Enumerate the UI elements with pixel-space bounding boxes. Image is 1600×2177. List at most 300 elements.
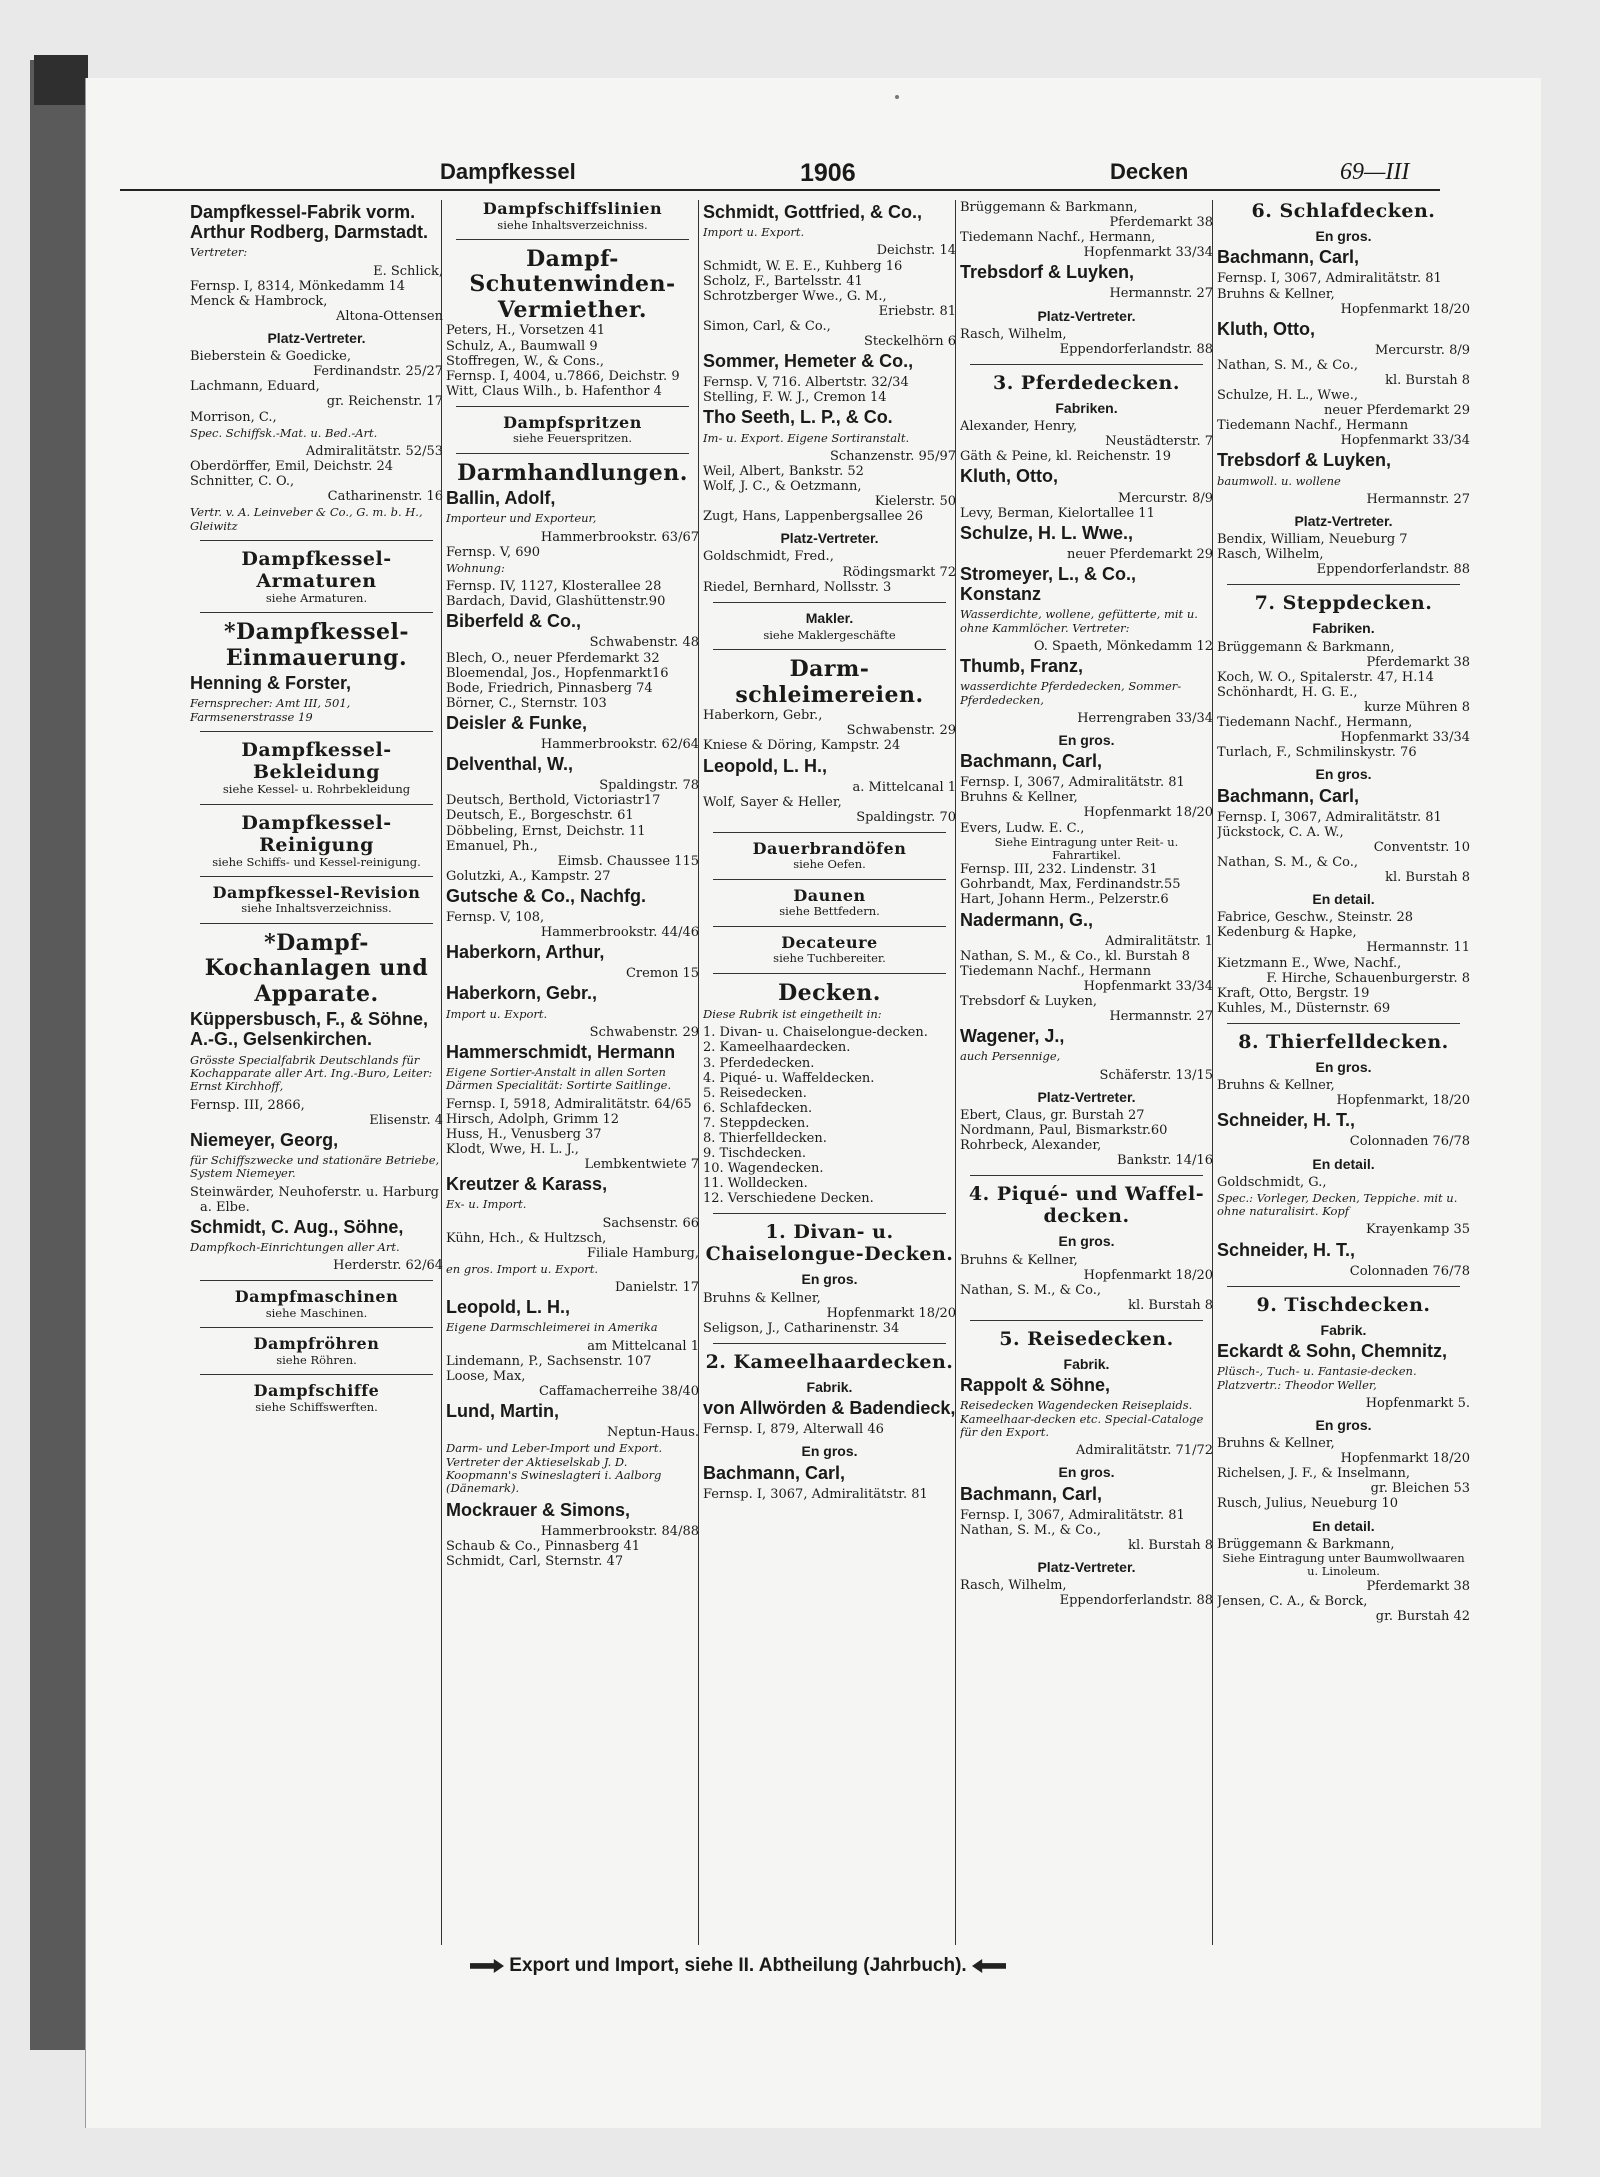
directory-entry: Brüggemann & Barkmann, <box>1217 1536 1395 1552</box>
firm-name: Lund, Martin, <box>446 1401 559 1422</box>
category-heading: Dampfkessel-Bekleidung <box>241 739 392 784</box>
note-text: auch Persennige, <box>960 1049 1061 1064</box>
firm-name: Schulze, H. L. Wwe., <box>960 522 1134 543</box>
address-line: Ferdinandstr. 25/27 <box>313 364 443 380</box>
category-heading: Dampfmaschinen <box>234 1287 399 1307</box>
directory-entry: Deutsch, Berthold, Victoriastr17 <box>446 793 661 809</box>
directory-entry: Witt, Claus Wilh., b. Hafenthor 4 <box>446 383 662 399</box>
note-text: Plüsch-, Tuch- u. Fantasie-decken. Platzvertr.: Theodor Weller, <box>1217 1364 1417 1392</box>
firm-name: Henning & Forster, <box>190 673 352 694</box>
firm-name: Schmidt, Gottfried, & Co., <box>703 202 922 222</box>
directory-entry: Haberkorn, Gebr., <box>703 708 823 724</box>
firm-name: Küppersbusch, F., & Söhne, A.-G., Gelsenkirchen. <box>190 1009 429 1050</box>
address-line: Hermannstr. 11 <box>1366 940 1470 956</box>
directory-entry: Fernsp. I, 3067, Admiralitätstr. 81 <box>1217 809 1442 825</box>
firm-name: Hammerschmidt, Hermann <box>446 1041 676 1062</box>
directory-entry: Huss, H., Venusberg 37 <box>446 1126 602 1142</box>
directory-column-5 <box>1217 200 1470 1940</box>
directory-entry: Fernsp. III, 232. Lindenstr. 31 <box>960 862 1158 878</box>
address-line: Hammerbrookstr. 84/88 <box>540 1523 699 1539</box>
book-binding <box>30 60 88 2050</box>
directory-entry: Trebsdorf & Luyken, <box>960 993 1098 1009</box>
directory-entry: Rasch, Wilhelm, <box>960 326 1067 342</box>
firm-name: Leopold, L. H., <box>446 1297 570 1318</box>
address-line: Hopfenmarkt 33/34 <box>1083 978 1213 994</box>
reference-note: siehe Röhren. <box>276 1352 357 1367</box>
subsection-heading: Platz-Vertreter. <box>1037 1088 1136 1105</box>
subsection-heading: Platz-Vertreter. <box>267 329 366 346</box>
address-line: kurze Mühren 8 <box>1364 699 1470 715</box>
directory-entry: Koch, W. O., Spitalerstr. 47, H.14 <box>1217 669 1434 685</box>
firm-name: Bachmann, Carl, <box>703 1462 846 1483</box>
directory-entry: Peters, H., Vorsetzen 41 <box>446 323 606 339</box>
category-heading: Dampfröhren <box>253 1334 380 1354</box>
directory-entry: Goldschmidt, G., <box>1217 1174 1327 1190</box>
subsection-heading: Platz-Vertreter. <box>1037 1558 1136 1575</box>
firm-name: Delventhal, W., <box>446 754 574 775</box>
directory-entry: Fernsp. V, 108, <box>446 909 545 925</box>
directory-entry: Schrotzberger Wwe., G. M., <box>703 288 887 304</box>
directory-entry: Fernsp. I, 879, Alterwall 46 <box>703 1422 884 1438</box>
directory-entry: Bendix, William, Neueburg 7 <box>1217 532 1408 548</box>
reference-note: siehe Oefen. <box>793 857 866 872</box>
note-text: Wohnung: <box>446 560 505 575</box>
directory-entry: Fernsp. V, 716. Albertstr. 32/34 <box>703 375 909 391</box>
directory-entry: Fernsp. I, 4004, u.7866, Deichstr. 9 <box>446 368 680 384</box>
directory-entry: Nathan, S. M., & Co., <box>960 1522 1102 1538</box>
address-line: Mercurstr. 8/9 <box>1375 342 1470 358</box>
reference-note: Siehe Eintragung unter Reit- u. Fahrartikel. <box>994 834 1179 862</box>
section-rule <box>200 804 433 805</box>
note-text: Vertreter: <box>190 245 248 260</box>
directory-entry: Kietzmann E., Wwe, Nachf., <box>1217 955 1402 971</box>
address-line: F. Hirche, Schauenburgerstr. 8 <box>1266 970 1470 986</box>
category-heading: Daunen <box>793 885 866 905</box>
directory-entry: Jensen, C. A., & Borck, <box>1217 1593 1368 1609</box>
address-line: gr. Bleichen 53 <box>1370 1481 1470 1497</box>
category-heading: Dampfkessel-Revision <box>212 882 421 902</box>
directory-entry: Schnitter, C. O., <box>190 474 295 490</box>
directory-entry: Rohrbeck, Alexander, <box>960 1138 1102 1154</box>
category-heading: 4. Piqué- und Waffel-decken. <box>968 1183 1205 1228</box>
directory-entry: Wolf, J. C., & Oetzmann, <box>703 478 862 494</box>
directory-entry: Tiedemann Nachf., Hermann <box>1217 418 1409 434</box>
reference-note: siehe Inhaltsverzeichniss. <box>497 217 648 232</box>
directory-entry: 2. Kameelhaardecken. <box>703 1040 851 1056</box>
header-right-keyword: Decken <box>1110 159 1189 184</box>
directory-entry: Fernsp. I, 3067, Admiralitätstr. 81 <box>960 1507 1185 1523</box>
section-rule <box>200 540 433 541</box>
address-line: Hermannstr. 27 <box>1109 1009 1213 1025</box>
section-rule <box>970 364 1203 365</box>
note-text: Spec. Schiffsk.-Mat. u. Bed.-Art. <box>190 425 378 440</box>
address-line: Eimsb. Chaussee 115 <box>557 853 699 869</box>
directory-entry: Fernsp. I, 3067, Admiralitätstr. 81 <box>1217 271 1442 287</box>
address-line: Deichstr. 14 <box>876 243 956 259</box>
note-text: Eigene Darmschleimerei in Amerika <box>446 1320 658 1335</box>
address-line: Herrengraben 33/34 <box>1077 710 1213 726</box>
address-line: kl. Burstah 8 <box>1385 372 1470 388</box>
directory-entry: Bruhns & Kellner, <box>1217 1436 1335 1452</box>
directory-entry: Simon, Carl, & Co., <box>703 318 831 334</box>
reference-note: siehe Maschinen. <box>265 1305 368 1320</box>
category-heading: 5. Reisedecken. <box>999 1327 1174 1350</box>
directory-entry: Nathan, S. M., & Co., <box>1217 854 1359 870</box>
category-heading: Dampf-Schutenwinden-Vermiether. <box>469 245 676 323</box>
address-line: Hopfenmarkt 5. <box>1365 1395 1470 1411</box>
directory-entry: Riedel, Bernhard, Nollsstr. 3 <box>703 579 892 595</box>
category-heading: Darmhandlungen. <box>457 459 688 486</box>
address-line: Mercurstr. 8/9 <box>1118 490 1213 506</box>
address-line: E. Schlick, <box>373 263 443 279</box>
firm-name: Stromeyer, L., & Co., Konstanz <box>960 563 1137 605</box>
address-line: Hermannstr. 27 <box>1366 491 1470 507</box>
section-rule <box>1227 1023 1460 1024</box>
address-line: neuer Pferdemarkt 29 <box>1323 403 1470 419</box>
address-line: Colonnaden 76/78 <box>1349 1134 1470 1150</box>
category-heading: 7. Steppdecken. <box>1254 592 1433 615</box>
address-line: Altona-Ottensen <box>335 308 443 324</box>
address-line: Hopfenmarkt 18/20 <box>1340 301 1470 317</box>
directory-entry: Bruhns & Kellner, <box>1217 1078 1335 1094</box>
note-text: Diese Rubrik ist eingetheilt in: <box>703 1007 882 1022</box>
address-line: gr. Burstah 42 <box>1375 1608 1470 1624</box>
firm-name: Deisler & Funke, <box>446 712 588 733</box>
directory-entry: Goldschmidt, Fred., <box>703 549 834 565</box>
directory-entry: Bloemendal, Jos., Hopfenmarkt16 <box>446 665 669 681</box>
directory-entry: Fernsp. I, 5918, Admiralitätstr. 64/65 <box>446 1096 692 1112</box>
directory-entry: Evers, Ludw. E. C., <box>960 820 1085 836</box>
directory-entry: Rasch, Wilhelm, <box>1217 547 1324 563</box>
pointing-hand-icon <box>470 1959 504 1973</box>
note-text: baumwoll. u. wollene <box>1217 473 1341 488</box>
firm-name: Schmidt, C. Aug., Söhne, <box>190 1216 404 1237</box>
note-text: Spec.: Vorleger, Decken, Teppiche. mit u. ohne naturalisirt. Kopf <box>1217 1190 1458 1219</box>
address-line: Conventstr. 10 <box>1373 839 1470 855</box>
category-heading: *Dampfkessel-Einmauerung. <box>224 619 409 671</box>
directory-entry: Schaub & Co., Pinnasberg 41 <box>446 1538 641 1554</box>
section-rule <box>1227 1286 1460 1287</box>
address-line: Admiralitätstr. 1 <box>1105 933 1213 949</box>
address-line: Pferdemarkt 38 <box>1109 215 1213 231</box>
section-rule <box>456 453 689 454</box>
section-rule <box>713 926 946 927</box>
directory-entry: 11. Wolldecken. <box>703 1176 808 1192</box>
section-rule <box>713 1343 946 1344</box>
directory-entry: Menck & Hambrock, <box>190 293 328 309</box>
address-line: Hopfenmarkt, 18/20 <box>1336 1093 1470 1109</box>
section-rule <box>456 239 689 240</box>
subsection-heading: En gros. <box>1315 1416 1372 1433</box>
print-speck <box>895 95 899 99</box>
firm-name: Bachmann, Carl, <box>960 1483 1103 1504</box>
firm-name: Biberfeld & Co., <box>446 611 582 632</box>
reference-note: siehe Inhaltsverzeichniss. <box>241 901 392 916</box>
section-rule <box>200 1374 433 1375</box>
address-line: Herderstr. 62/64 <box>333 1258 443 1274</box>
note-text: Darm- und Leber-Import und Export. Vertreter der Aktieselskab J. D. Koopmann's Swineslagteri i. Aalborg (Dänemark). <box>446 1441 663 1496</box>
note-text: Importeur und Exporteur, <box>446 511 597 526</box>
section-rule <box>200 1280 433 1281</box>
category-heading: 9. Tischdecken. <box>1256 1293 1431 1316</box>
subsection-heading: Fabriken. <box>1312 620 1375 637</box>
directory-entry: Bode, Friedrich, Pinnasberg 74 <box>446 680 653 696</box>
firm-name: Eckardt & Sohn, Chemnitz, <box>1217 1341 1448 1362</box>
subsection-heading: En gros. <box>1315 1058 1372 1075</box>
directory-entry: Tiedemann Nachf., Hermann, <box>1217 715 1413 731</box>
section-rule <box>713 879 946 880</box>
directory-column-4 <box>960 200 1213 1940</box>
directory-entry: Nathan, S. M., & Co., <box>960 1282 1102 1298</box>
address-line: Bankstr. 14/16 <box>1117 1153 1213 1169</box>
address-line: am Mittelcanal 1 <box>587 1338 699 1354</box>
directory-entry: 6. Schlafdecken. <box>703 1100 813 1116</box>
firm-name: Nadermann, G., <box>960 909 1094 930</box>
category-heading: Dauerbrandöfen <box>752 838 907 858</box>
reference-note: siehe Schiffs- und Kessel-reinigung. <box>212 854 421 869</box>
directory-entry: Schulze, H. L., Wwe., <box>1217 388 1358 404</box>
address-line: Pferdemarkt 38 <box>1366 654 1470 670</box>
directory-entry: Kuhles, M., Düsternstr. 69 <box>1217 1000 1391 1016</box>
firm-name: Leopold, L. H., <box>703 755 827 776</box>
directory-entry: Zugt, Hans, Lappenbergsallee 26 <box>703 509 924 525</box>
page-header <box>120 155 1440 191</box>
note-text: wasserdichte Pferdedecken, Sommer-Pferdedecken, <box>960 679 1182 707</box>
directory-entry: Hirsch, Adolph, Grimm 12 <box>446 1111 620 1127</box>
address-line: Schäferstr. 13/15 <box>1099 1067 1213 1083</box>
firm-name: Thumb, Franz, <box>960 656 1083 677</box>
directory-entry: Hart, Johann Herm., Pelzerstr.6 <box>960 892 1169 908</box>
category-heading: Dampfschiffslinien <box>482 200 663 218</box>
directory-column-3 <box>703 200 956 1940</box>
directory-entry: Fernsp. I, 3067, Admiralitätstr. 81 <box>703 1486 928 1502</box>
reference-note: siehe Bettfedern. <box>779 904 880 919</box>
address-line: Colonnaden 76/78 <box>1349 1263 1470 1279</box>
subsection-heading: En gros. <box>1058 731 1115 748</box>
directory-entry: Klodt, Wwe, H. L. J., <box>446 1141 579 1157</box>
section-rule <box>200 1327 433 1328</box>
category-heading: 3. Pferdedecken. <box>992 371 1180 394</box>
address-line: O. Spaeth, Mönkedamm 12 <box>1033 638 1213 654</box>
reference-note: siehe Feuerspritzen. <box>512 431 633 446</box>
address-line: Pferdemarkt 38 <box>1366 1578 1470 1594</box>
address-line: Eppendorferlandstr. 88 <box>1059 341 1213 357</box>
directory-entry: Bieberstein & Goedicke, <box>190 349 351 365</box>
firm-name: Kreutzer & Karass, <box>446 1174 608 1195</box>
directory-entry: Bruhns & Kellner, <box>703 1290 821 1306</box>
address-line: Admiralitätstr. 52/53 <box>305 443 443 459</box>
directory-entry: Tiedemann Nachf., Hermann, <box>960 230 1156 246</box>
address-line: neuer Pferdemarkt 29 <box>1066 546 1213 562</box>
directory-entry: Steinwärder, Neuhoferstr. u. Harburg a. Elbe. <box>190 1184 439 1215</box>
address-line: Sachsenstr. 66 <box>602 1215 699 1231</box>
directory-entry: Rusch, Julius, Neueburg 10 <box>1217 1496 1398 1512</box>
directory-entry: Döbbeling, Ernst, Deichstr. 11 <box>446 823 646 839</box>
address-line: a. Mittelcanal 1 <box>852 779 956 795</box>
directory-entry: Fernsp. III, 2866, <box>190 1097 305 1113</box>
firm-name: Wagener, J., <box>960 1026 1065 1047</box>
subsection-heading: En gros. <box>801 1271 858 1288</box>
firm-name: Tho Seeth, L. P., & Co. <box>703 407 893 428</box>
subsection-heading: En gros. <box>801 1443 858 1460</box>
subsection-heading: Platz-Vertreter. <box>1294 512 1393 529</box>
directory-entry: 4. Piqué- u. Waffeldecken. <box>703 1070 875 1086</box>
page-footer <box>470 1955 1290 1977</box>
note-text: Fernsprecher: Amt III, 501, Farmsenerstrasse 19 <box>190 696 351 724</box>
address-line: Hopfenmarkt 33/34 <box>1340 730 1470 746</box>
subsection-heading: En gros. <box>1315 766 1372 783</box>
firm-name: Rappolt & Söhne, <box>960 1375 1110 1396</box>
firm-name: Trebsdorf & Luyken, <box>1217 450 1392 471</box>
directory-entry: Seligson, J., Catharinenstr. 34 <box>703 1320 900 1336</box>
firm-name: Mockrauer & Simons, <box>446 1499 631 1520</box>
directory-entry: Fernsp. V, 690 <box>446 544 541 560</box>
firm-name: Bachmann, Carl, <box>1217 247 1360 268</box>
firm-name: von Allwörden & Badendieck, <box>703 1398 956 1419</box>
firm-name: Haberkorn, Gebr., <box>446 983 598 1004</box>
subsection-heading: Fabrik. <box>806 1378 853 1395</box>
note-text: en gros. Import u. Export. <box>446 1261 599 1276</box>
directory-entry: Bruhns & Kellner, <box>960 1252 1078 1268</box>
address-line: Neptun-Haus. <box>606 1425 699 1441</box>
subsection-heading: En gros. <box>1315 228 1372 245</box>
directory-entry: Jückstock, C. A. W., <box>1217 824 1344 840</box>
address-line: Hopfenmarkt 33/34 <box>1083 245 1213 261</box>
address-line: Eppendorferlandstr. 88 <box>1316 562 1470 578</box>
directory-entry: Stelling, F. W. J., Cremon 14 <box>703 390 887 406</box>
address-line: Caffamacherreihe 38/40 <box>538 1383 699 1399</box>
address-line: Danielstr. 17 <box>614 1280 699 1296</box>
subsection-heading: Makler. <box>805 609 854 626</box>
firm-name: Kluth, Otto, <box>960 466 1058 487</box>
directory-entry: Nathan, S. M., & Co., <box>1217 357 1359 373</box>
directory-entry: Bruhns & Kellner, <box>1217 286 1335 302</box>
subsection-heading: Fabriken. <box>1055 399 1118 416</box>
firm-name: Kluth, Otto, <box>1217 318 1315 339</box>
pointing-hand-icon <box>972 1959 1006 1973</box>
subsection-heading: En detail. <box>1312 891 1375 908</box>
address-line: Hermannstr. 27 <box>1109 286 1213 302</box>
directory-entry: Deutsch, E., Borgeschstr. 61 <box>446 808 634 824</box>
address-line: Schwabenstr. 29 <box>846 723 956 739</box>
section-rule <box>1227 584 1460 585</box>
section-rule <box>200 612 433 613</box>
reference-note: siehe Kessel- u. Rohrbekleidung <box>222 782 411 797</box>
subsection-heading: En gros. <box>1058 1233 1115 1250</box>
section-rule <box>713 973 946 974</box>
directory-entry: Schönhardt, H. G. E., <box>1217 684 1358 700</box>
directory-entry: 8. Thierfelldecken. <box>703 1130 827 1146</box>
directory-entry: 3. Pferdedecken. <box>703 1055 815 1071</box>
header-year: 1906 <box>800 159 856 187</box>
subsection-heading: Fabrik. <box>1320 1321 1367 1338</box>
directory-column-1 <box>190 200 443 1940</box>
subsection-heading: Platz-Vertreter. <box>1037 307 1136 324</box>
directory-entry: Fabrice, Geschw., Steinstr. 28 <box>1217 910 1414 926</box>
subsection-heading: En gros. <box>1058 1464 1115 1481</box>
directory-entry: Stoffregen, W., & Cons., <box>446 353 605 369</box>
directory-entry: Kedenburg & Hapke, <box>1217 925 1357 941</box>
page-number: 69—III <box>1340 159 1410 185</box>
category-heading: 8. Thierfelldecken. <box>1238 1030 1449 1053</box>
section-rule <box>713 602 946 603</box>
address-line: Spaldingstr. 70 <box>856 809 956 825</box>
subsection-heading: En detail. <box>1312 1517 1375 1534</box>
category-heading: Dampfschiffe <box>253 1381 380 1401</box>
note-text: Import u. Export. <box>703 225 805 240</box>
firm-name: Trebsdorf & Luyken, <box>960 262 1135 283</box>
directory-entry: Börner, C., Sternstr. 103 <box>446 695 607 711</box>
directory-entry: Kniese & Döring, Kampstr. 24 <box>703 738 901 754</box>
directory-entry: 9. Tischdecken. <box>703 1146 807 1161</box>
directory-entry: Bruhns & Kellner, <box>960 790 1078 806</box>
directory-entry: 5. Reisedecken. <box>703 1085 807 1101</box>
directory-entry: Kraft, Otto, Bergstr. 19 <box>1217 985 1370 1001</box>
section-rule <box>970 1320 1203 1321</box>
section-rule <box>456 406 689 407</box>
address-line: Kielerstr. 50 <box>874 494 956 510</box>
note-text: Dampfkoch-Einrichtungen aller Art. <box>190 1239 400 1254</box>
address-line: Hammerbrookstr. 62/64 <box>540 737 699 753</box>
note-text: Wasserdichte, wollene, gefütterte, mit u. ohne Kammlöcher. Vertreter: <box>960 607 1198 635</box>
address-line: Hopfenmarkt 33/34 <box>1340 433 1470 449</box>
address-line: Elisenstr. 4 <box>369 1112 443 1128</box>
directory-entry: Schmidt, Carl, Sternstr. 47 <box>446 1553 624 1569</box>
directory-entry: Weil, Albert, Bankstr. 52 <box>703 463 864 479</box>
directory-entry: Nathan, S. M., & Co., kl. Burstah 8 <box>960 948 1191 964</box>
directory-entry: Fernsp. I, 3067, Admiralitätstr. 81 <box>960 775 1185 791</box>
category-heading: *Dampf-Kochanlagen und Apparate. <box>204 929 429 1007</box>
directory-entry: 1. Divan- u. Chaiselongue-decken. <box>703 1025 928 1041</box>
firm-name: Bachmann, Carl, <box>1217 785 1360 806</box>
address-line: Schanzenstr. 95/97 <box>829 448 956 464</box>
address-line: Hopfenmarkt 18/20 <box>1083 1267 1213 1283</box>
note-text: Reisedecken Wagendecken Reiseplaids. Kameelhaar-decken etc. Special-Cataloge für den Export. <box>960 1398 1204 1439</box>
directory-entry: Alexander, Henry, <box>960 419 1078 435</box>
firm-name: Niemeyer, Georg, <box>190 1129 339 1150</box>
directory-entry: Fernsp. IV, 1127, Klosterallee 28 <box>446 579 662 595</box>
category-heading: Decateure <box>781 932 878 952</box>
address-line: Rödingsmarkt 72 <box>842 564 956 580</box>
subsection-heading: En detail. <box>1312 1155 1375 1172</box>
address-line: Hammerbrookstr. 44/46 <box>540 925 699 941</box>
directory-entry: Blech, O., neuer Pferdemarkt 32 <box>446 650 660 666</box>
reference-note: Siehe Eintragung unter Baumwollwaaren u. Linoleum. <box>1222 1550 1465 1579</box>
reference-note: siehe Tuchbereiter. <box>773 951 886 966</box>
category-heading: Dampfkessel-Armaturen <box>241 547 392 592</box>
address-line: Hopfenmarkt 18/20 <box>826 1305 956 1321</box>
address-line: Hammerbrookstr. 63/67 <box>540 529 699 545</box>
firm-name: Sommer, Hemeter & Co., <box>703 351 914 372</box>
directory-entry: Morrison, C., <box>190 409 277 425</box>
directory-entry: Gäth & Peine, kl. Reichenstr. 19 <box>960 449 1172 465</box>
directory-column-2 <box>446 200 699 1940</box>
subsection-heading: Platz-Vertreter. <box>780 530 879 547</box>
section-rule <box>970 1175 1203 1176</box>
directory-entry: 10. Wagendecken. <box>703 1161 824 1177</box>
directory-entry: 12. Verschiedene Decken. <box>703 1191 874 1207</box>
address-line: Lembkentwiete 7 <box>584 1157 699 1173</box>
directory-entry: 7. Steppdecken. <box>703 1115 810 1131</box>
address-line: Eriebstr. 81 <box>878 303 956 319</box>
address-line: Neustädterstr. 7 <box>1105 434 1213 450</box>
directory-entry: Kühn, Hch., & Hultzsch, <box>446 1230 607 1246</box>
reference-note: siehe Schiffswerften. <box>255 1399 378 1414</box>
directory-entry: Schmidt, W. E. E., Kuhberg 16 <box>703 258 903 274</box>
firm-name: Schneider, H. T., <box>1217 1110 1356 1131</box>
footer-note: Export und Import, siehe II. Abtheilung (Jahrbuch). <box>509 1955 967 1976</box>
address-line: kl. Burstah 8 <box>1128 1537 1213 1553</box>
